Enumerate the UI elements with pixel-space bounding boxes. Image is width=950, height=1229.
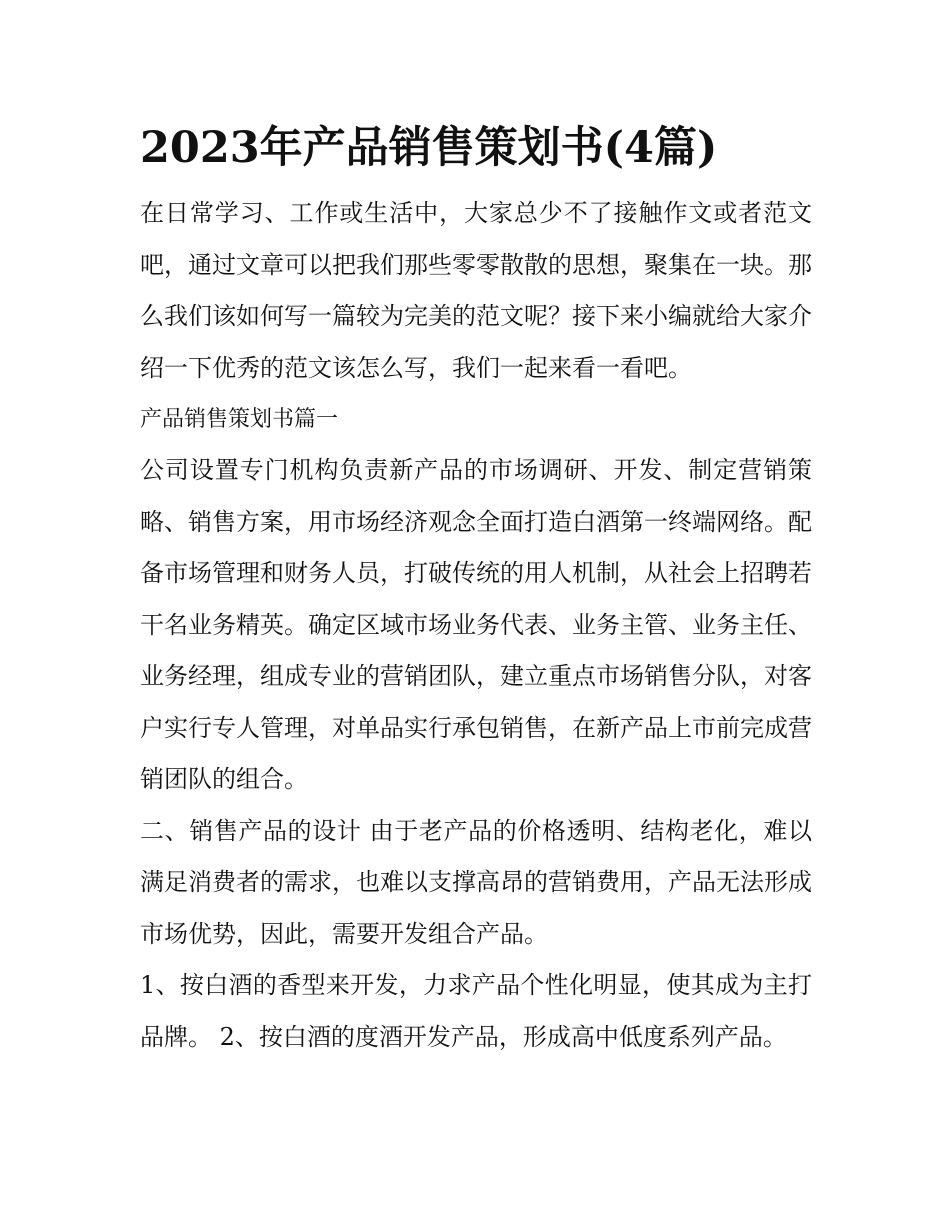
section-heading: 产品销售策划书篇一 — [140, 407, 339, 432]
body-paragraph-3: 1、按白酒的香型来开发，力求产品个性化明显，使其成为主打品牌。 2、按白酒的度酒开发产品，形成高中低度系列产品。 — [140, 971, 812, 1051]
intro-paragraph: 在日常学习、工作或生活中，大家总少不了接触作文或者范文吧，通过文章可以把我们那些零零散散的思想，聚集在一块。那么我们该如何写一篇较为完美的范文呢？接下来小编就给大家介绍一下优秀的范文该怎么写，我们一起来看一看吧。 — [140, 199, 812, 382]
body-paragraph-1: 公司设置专门机构负责新产品的市场调研、开发、制定营销策略、销售方案，用市场经济观念全面打造白酒第一终端网络。配备市场管理和财务人员，打破传统的用人机制，从社会上招聘若干名业务精英。确定区域市场业务代表、业务主管、业务主任、业务经理，组成专业的营销团队，建立重点市场销售分队，对客户实行专人管理，对单品实行承包销售，在新产品上市前完成营销团队的组合。 — [140, 456, 812, 793]
document-title: 2023年产品销售策划书(4篇) — [140, 123, 718, 173]
body-paragraph-2: 二、销售产品的设计 由于老产品的价格透明、结构老化，难以满足消费者的需求，也难以支撑高昂的营销费用，产品无法形成市场优势，因此，需要开发组合产品。 — [140, 816, 812, 948]
document-page — [140, 118, 812, 1063]
